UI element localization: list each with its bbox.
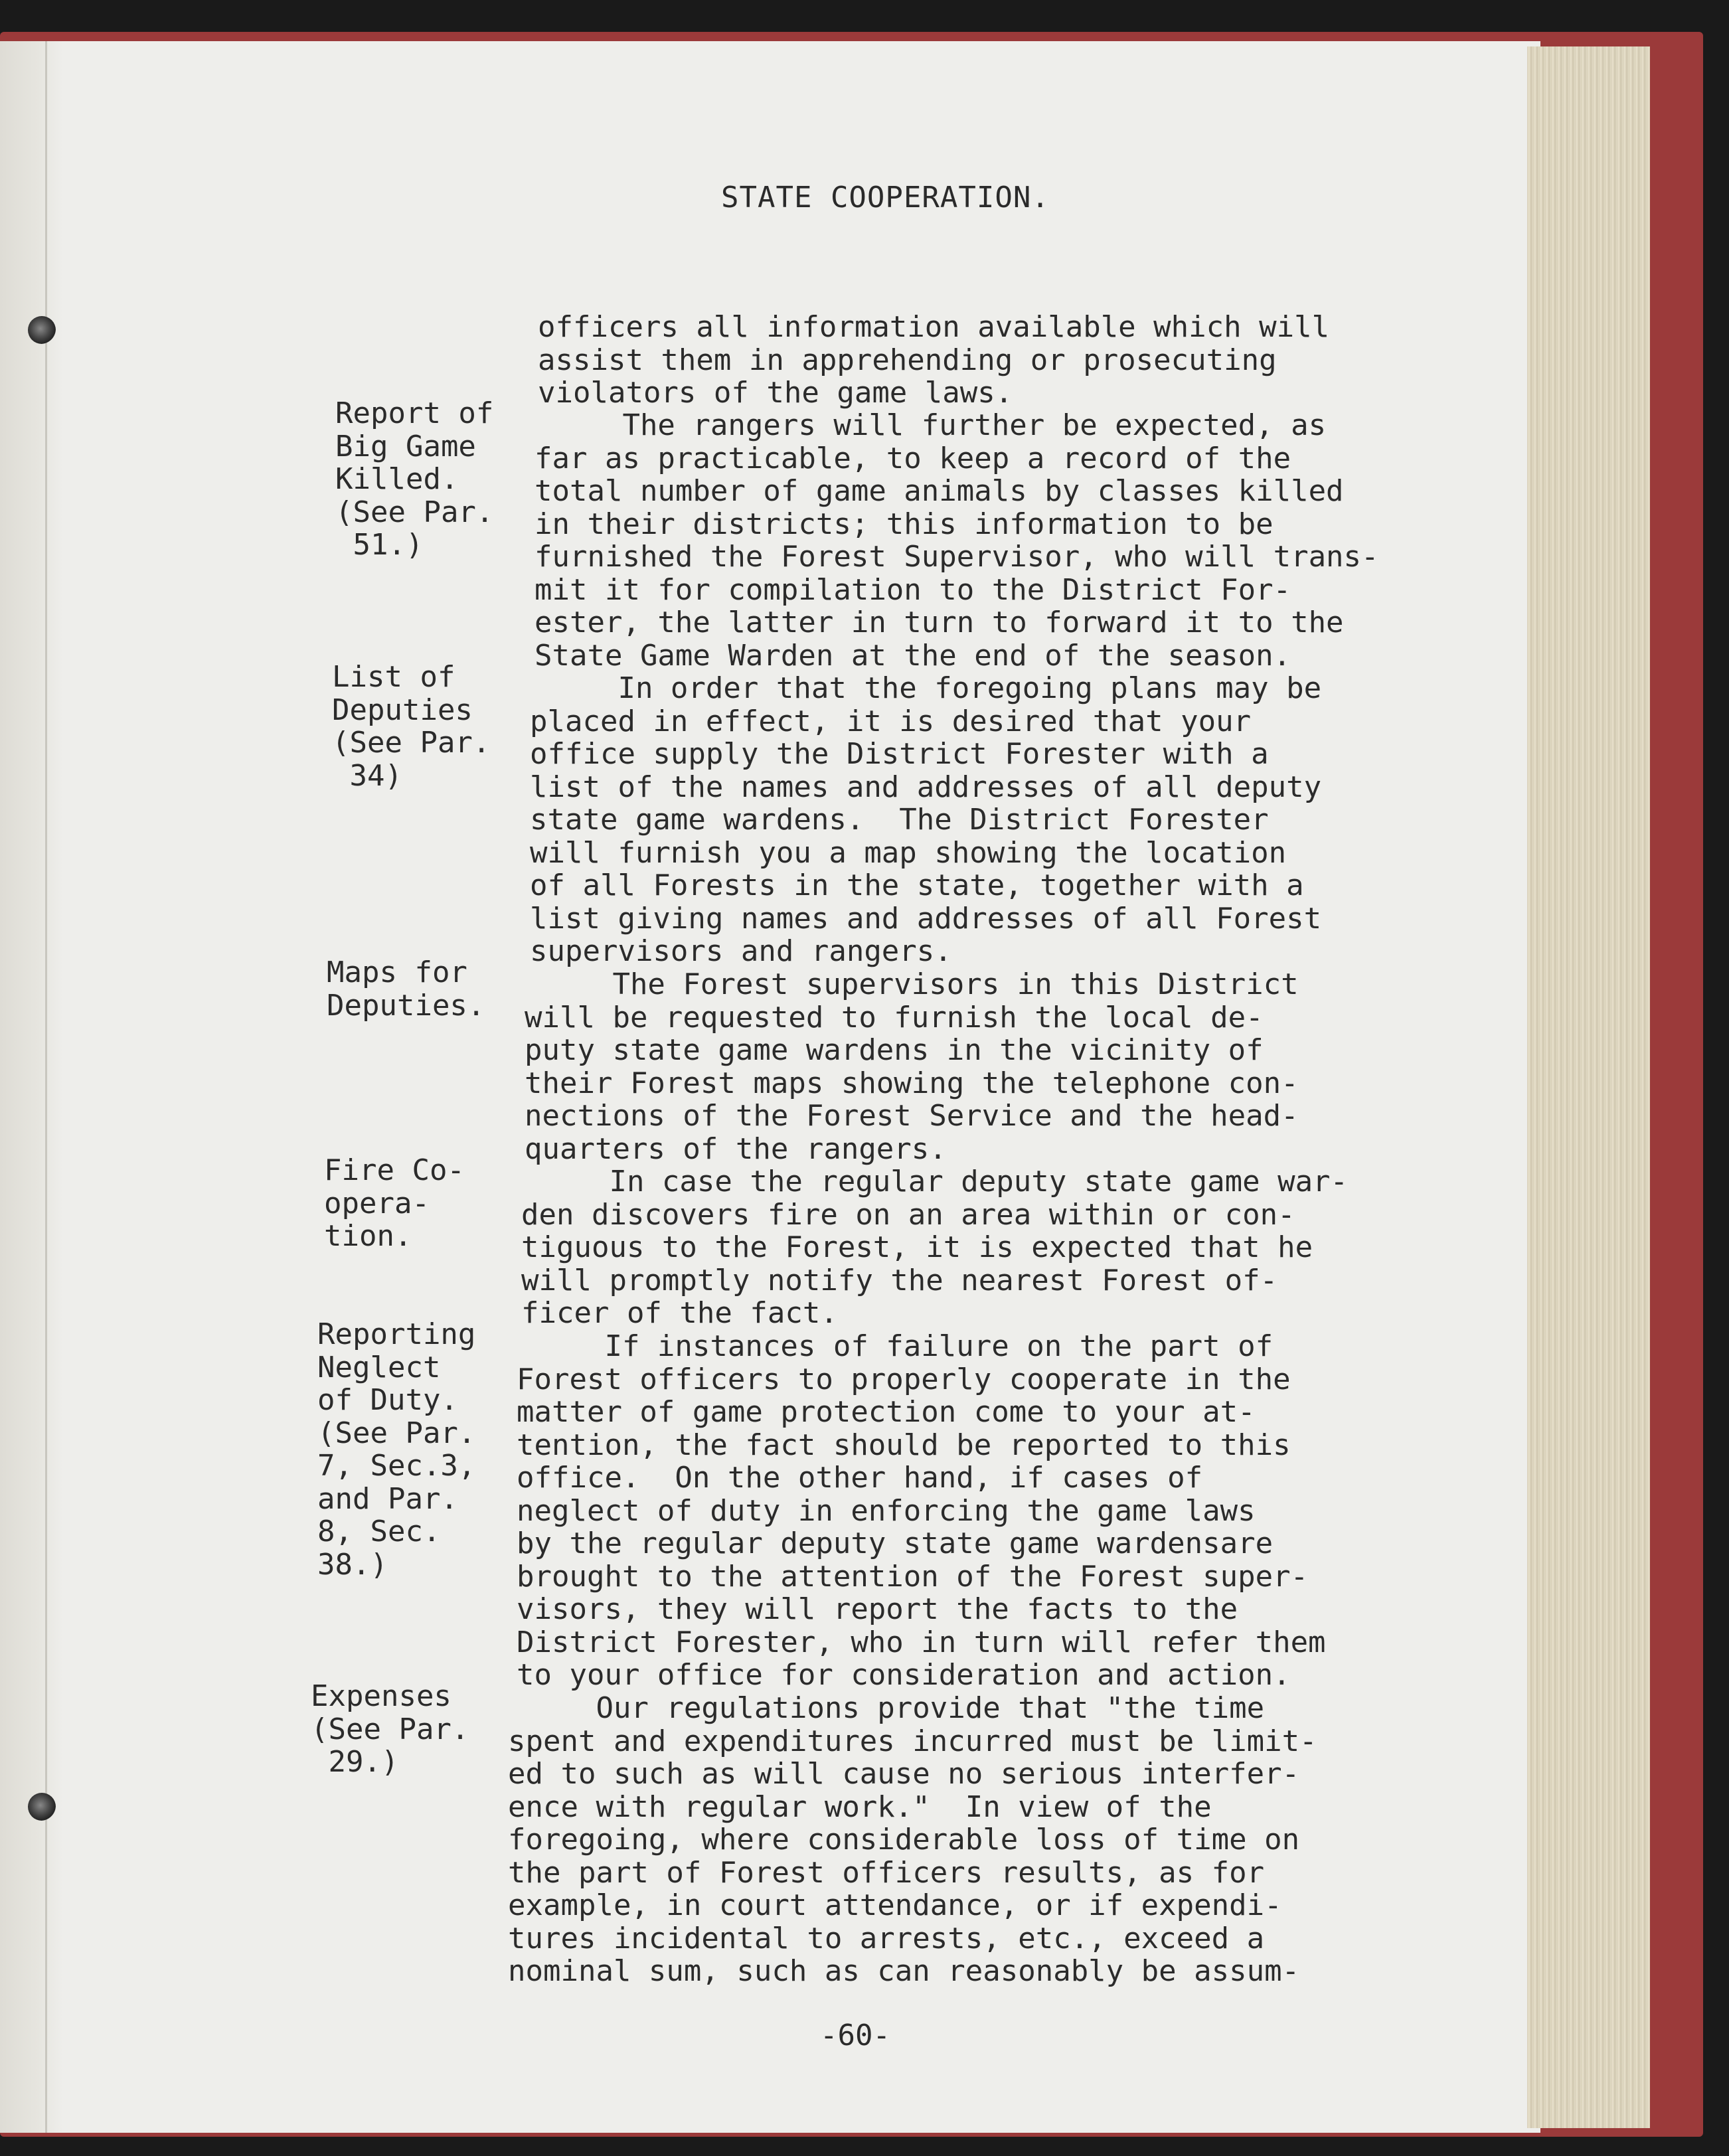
page-number: -60-	[820, 2019, 890, 2052]
binder-ring-icon	[28, 316, 56, 344]
margin-note-reporting-neglect: Reporting Neglect of Duty. (See Par. 7, Sec.3, and Par. 8, Sec. 38.)	[317, 1317, 476, 1582]
margin-note-report-of-big-game: Report of Big Game Killed. (See Par. 51.)	[335, 396, 494, 562]
body-block-6: If instances of failure on the part of Forest officers to properly cooperate in the matter of game protection come to your at- tention, the fact should be reported to this office. On the other hand, if cases of neglect of duty in enforcing the game laws by the regular deputy state game wardensare brought to the attention of the Forest super- visors, they will report the facts to the District Forester, who in turn will refer them to your office for consideration and action.	[517, 1329, 1326, 1692]
margin-note-maps-for-deputies: Maps for Deputies.	[327, 955, 485, 1023]
body-block-2: The rangers will further be expected, as far as practicable, to keep a record of the total number of game animals by classes killed in their districts; this information to be furnished the Forest Supervisor, who will trans- mit it for compilation to the District For- ester, the latter in turn to forward it to the State Game Warden at the end of the season.	[535, 408, 1379, 673]
body-block-1: officers all information available which will assist them in apprehending or prosecuting violators of the game laws.	[538, 310, 1330, 410]
page-edges	[1527, 46, 1650, 2128]
margin-note-fire-cooperation: Fire Co- opera- tion.	[324, 1153, 465, 1253]
margin-note-list-of-deputies: List of Deputies (See Par. 34)	[332, 660, 491, 793]
binder-ring-icon	[28, 1793, 56, 1821]
body-block-3: In order that the foregoing plans may be placed in effect, it is desired that your office supply the District Forester with a list of the names and addresses of all deputy state game wardens. The District Forester will furnish you a map showing the location of all Forests in the state, together with a list giving names and addresses of all Forest supervisors and rangers.	[530, 671, 1322, 968]
running-head: STATE COOPERATION.	[721, 181, 1050, 214]
page-gutter	[0, 41, 63, 2133]
margin-note-expenses: Expenses (See Par. 29.)	[311, 1679, 469, 1779]
body-block-5: In case the regular deputy state game war- den discovers fire on an area within or con- tiguous to the Forest, it is expected that he will promptly notify the nearest Forest of- ficer of the fact.	[521, 1165, 1349, 1330]
body-block-4: The Forest supervisors in this District will be requested to furnish the local de- puty state game wardens in the vicinity of their Forest maps showing the telephone con- nections of the Forest Service and the head- quarters of the rangers.	[525, 967, 1299, 1166]
body-block-7: Our regulations provide that "the time spent and expenditures incurred must be limit- ed to such as will cause no serious interfer- ence with regular work." In view of the foregoing, where considerable loss of time on the part of Forest officers results, as for example, in court attendance, or if expendi- tures incidental to arrests, etc., exceed a nominal sum, such as can reasonably be assum-	[508, 1691, 1317, 1988]
